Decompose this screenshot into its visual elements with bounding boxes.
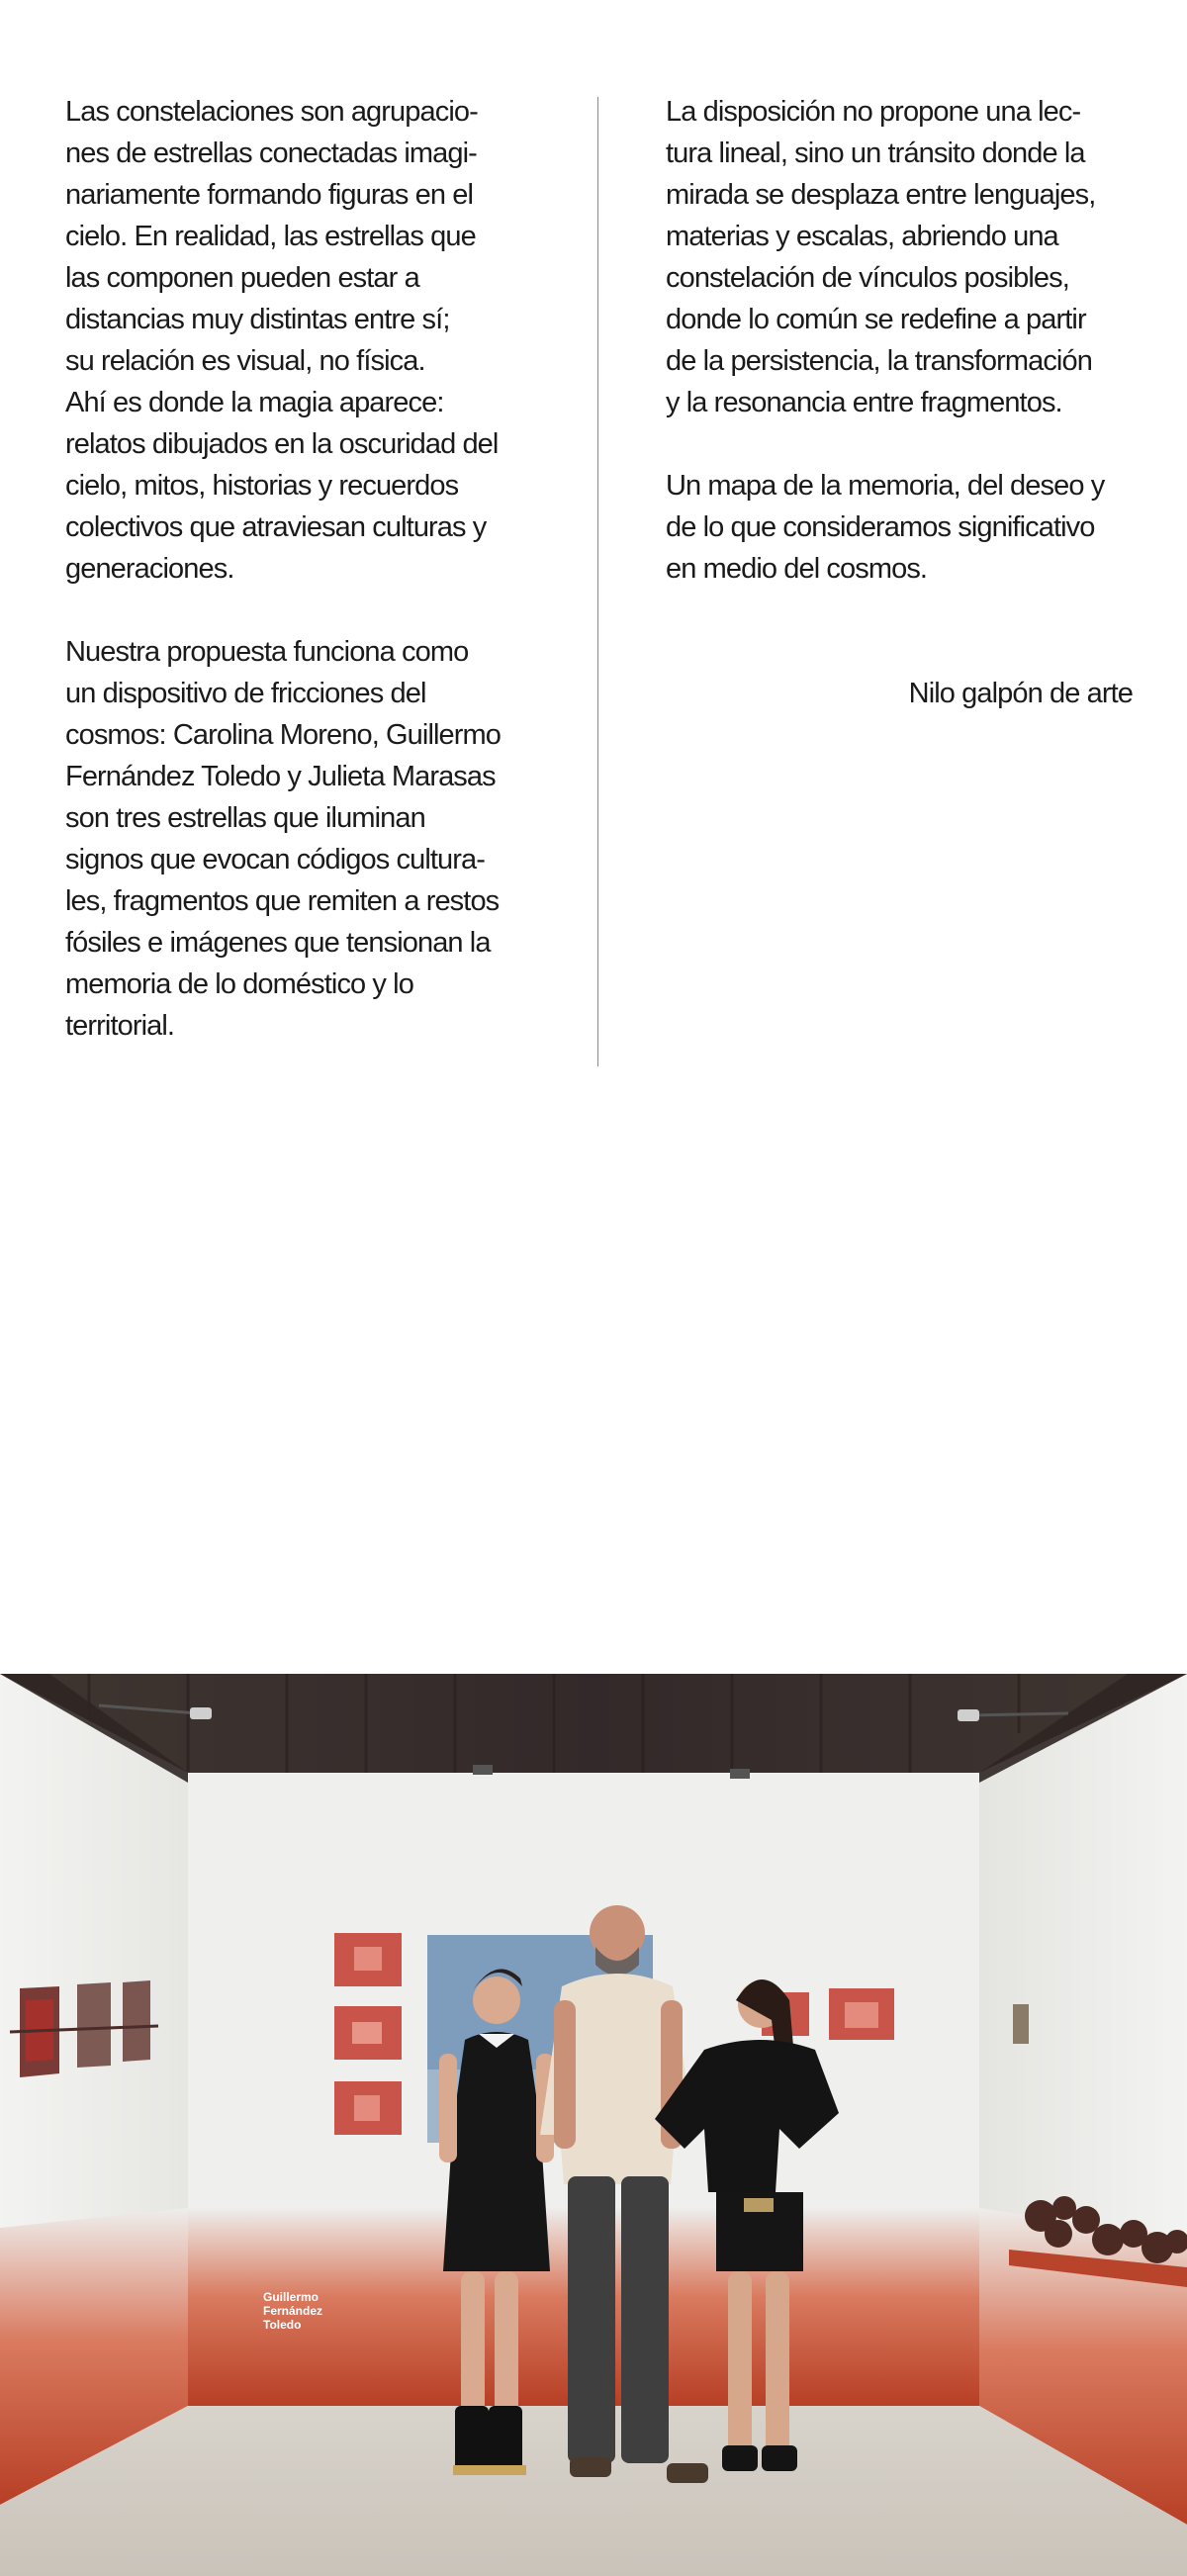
text-line: mirada se desplaza entre lenguajes, (666, 179, 1096, 211)
text-line: Ahí es donde la magia aparece: (65, 387, 444, 418)
exhibition-photo (0, 1674, 1187, 2576)
paragraph-gap (666, 423, 1141, 465)
left-paragraph-1 (65, 91, 540, 590)
spotlight-icon (473, 1765, 493, 1775)
wall-object (1013, 2004, 1029, 2044)
text-line: materias y escalas, abriendo una (666, 221, 1058, 252)
signature: Nilo galpón de arte (908, 678, 1133, 709)
text-line: nariamente formando figuras en el (65, 179, 473, 211)
paragraph-gap (666, 590, 1141, 631)
text-line: territorial. (65, 1010, 175, 1042)
left-column (65, 91, 540, 1047)
text-line: y la resonancia entre fragmentos. (666, 387, 1062, 418)
right-column (666, 91, 1141, 714)
right-paragraph-2 (666, 465, 1141, 590)
text-line: cielo. En realidad, las estrellas que (65, 221, 476, 252)
text-line: fósiles e imágenes que tensionan la (65, 927, 491, 959)
text-line: relatos dibujados en la oscuridad del (65, 428, 499, 460)
text-line: colectivos que atraviesan culturas y (65, 511, 487, 543)
text-line: Fernández Toledo y Julieta Marasas (65, 761, 496, 792)
text-line: generaciones. (65, 553, 234, 585)
text-line: de lo que consideramos significativo (666, 511, 1095, 543)
left-paragraph-2 (65, 631, 540, 1047)
text-line: La disposición no propone una lec- (666, 96, 1081, 128)
right-paragraph-1 (666, 91, 1141, 423)
text-line: constelación de vínculos posibles, (666, 262, 1069, 294)
text-line: Las constelaciones son agrupacio- (65, 96, 478, 128)
text-line: cielo, mitos, historias y recuerdos (65, 470, 459, 502)
text-line: las componen pueden estar a (65, 262, 419, 294)
paragraph-gap (666, 631, 1141, 673)
red-paintings-column (334, 1933, 402, 2135)
exhibition-booth-illustration (0, 1674, 1187, 2576)
text-line: signos que evocan códigos cultura- (65, 844, 486, 875)
wall-label-line: Toledo (263, 2318, 302, 2332)
paragraph-gap (65, 590, 540, 631)
text-line: su relación es visual, no física. (65, 345, 425, 377)
text-line: donde lo común se redefine a partir (666, 304, 1086, 335)
text-line: les, fragmentos que remiten a restos (65, 885, 500, 917)
wall-label-line: Fernández (263, 2304, 323, 2318)
text-line: Un mapa de la memoria, del deseo y (666, 470, 1105, 502)
spotlight-icon (730, 1769, 750, 1779)
text-line: distancias muy distintas entre sí; (65, 304, 450, 335)
text-line: un dispositivo de fricciones del (65, 678, 426, 709)
text-line: memoria de lo doméstico y lo (65, 968, 413, 1000)
text-line: son tres estrellas que iluminan (65, 802, 425, 834)
text-line: Nuestra propuesta funciona como (65, 636, 469, 668)
text-line: nes de estrellas conectadas imagi- (65, 138, 477, 169)
text-line: tura lineal, sino un tránsito donde la (666, 138, 1085, 169)
text-line: cosmos: Carolina Moreno, Guillermo (65, 719, 502, 751)
text-line: de la persistencia, la transformación (666, 345, 1092, 377)
statement-text (0, 0, 1187, 1088)
column-divider (597, 97, 598, 1066)
text-line: en medio del cosmos. (666, 553, 928, 585)
wall-label-line: Guillermo (263, 2290, 320, 2304)
